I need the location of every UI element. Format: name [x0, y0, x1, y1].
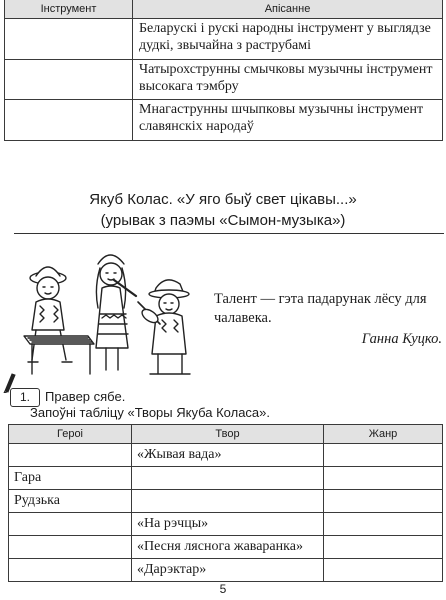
genre-cell[interactable]: [324, 559, 443, 582]
section-divider: [14, 233, 444, 234]
task-description: Запоўні табліцу «Творы Якуба Коласа».: [30, 405, 270, 420]
boy-with-gusli: [24, 267, 94, 374]
description-cell: Беларускі і рускі народны інструмент у выглядзе дудкі, звычайна з раструбамі: [133, 19, 443, 60]
hero-cell[interactable]: [9, 444, 132, 467]
table-row: [9, 559, 443, 582]
column-header-heroes: Героі: [9, 425, 132, 444]
column-header-work: Твор: [132, 425, 324, 444]
genre-cell[interactable]: [324, 536, 443, 559]
instrument-cell[interactable]: [5, 100, 133, 141]
work-cell: «На рэчцы»: [132, 513, 324, 536]
genre-cell[interactable]: [324, 513, 443, 536]
epigraph-quote: Талент — гэта падарунак лёсу для чалавека.: [214, 291, 427, 326]
work-cell: «Песня ляснога жаваранка»: [132, 536, 324, 559]
musicians-illustration: [14, 244, 212, 378]
genre-cell[interactable]: [324, 467, 443, 490]
description-cell: Мнагаструнны шчыпковы музычны інструмент славянскіх народаў: [133, 100, 443, 141]
task-title: Правер сябе.: [45, 389, 126, 404]
hero-cell[interactable]: [9, 536, 132, 559]
instrument-cell[interactable]: [5, 60, 133, 100]
epigraph-author: Ганна Куцко.: [361, 331, 442, 347]
column-header-instrument: Інструмент: [5, 0, 133, 19]
column-header-description: Апісанне: [133, 0, 443, 19]
column-header-genre: Жанр: [324, 425, 443, 444]
hero-cell: Гара: [9, 467, 132, 490]
table-row: [9, 490, 443, 513]
genre-cell[interactable]: [324, 490, 443, 513]
girl-with-pipe: [96, 255, 136, 370]
hero-cell: Рудзька: [9, 490, 132, 513]
page-number: 5: [219, 582, 227, 596]
works-table: [8, 424, 443, 582]
section-title: [0, 189, 446, 231]
table-row: [9, 467, 443, 490]
section-title-main: Якуб Колас. «У яго быў свет цікавы...»: [89, 191, 357, 208]
task-number-badge: 1.: [10, 388, 40, 407]
hero-cell[interactable]: [9, 559, 132, 582]
section-title-subtitle: (урывак з паэмы «Сымон-музыка»): [100, 212, 346, 229]
work-cell: «Жывая вада»: [132, 444, 324, 467]
table-row: [9, 513, 443, 536]
instrument-table: [4, 0, 443, 141]
work-cell[interactable]: [132, 467, 324, 490]
genre-cell[interactable]: [324, 444, 443, 467]
work-cell: «Дарэктар»: [132, 559, 324, 582]
table-row: [9, 444, 443, 467]
table-row: [9, 536, 443, 559]
description-cell: Чатырохструнны смычковы музычны інструмент высокага тэмбру: [133, 60, 443, 100]
hero-cell[interactable]: [9, 513, 132, 536]
instrument-cell[interactable]: [5, 19, 133, 60]
boy-with-violin: [138, 280, 190, 374]
work-cell[interactable]: [132, 490, 324, 513]
